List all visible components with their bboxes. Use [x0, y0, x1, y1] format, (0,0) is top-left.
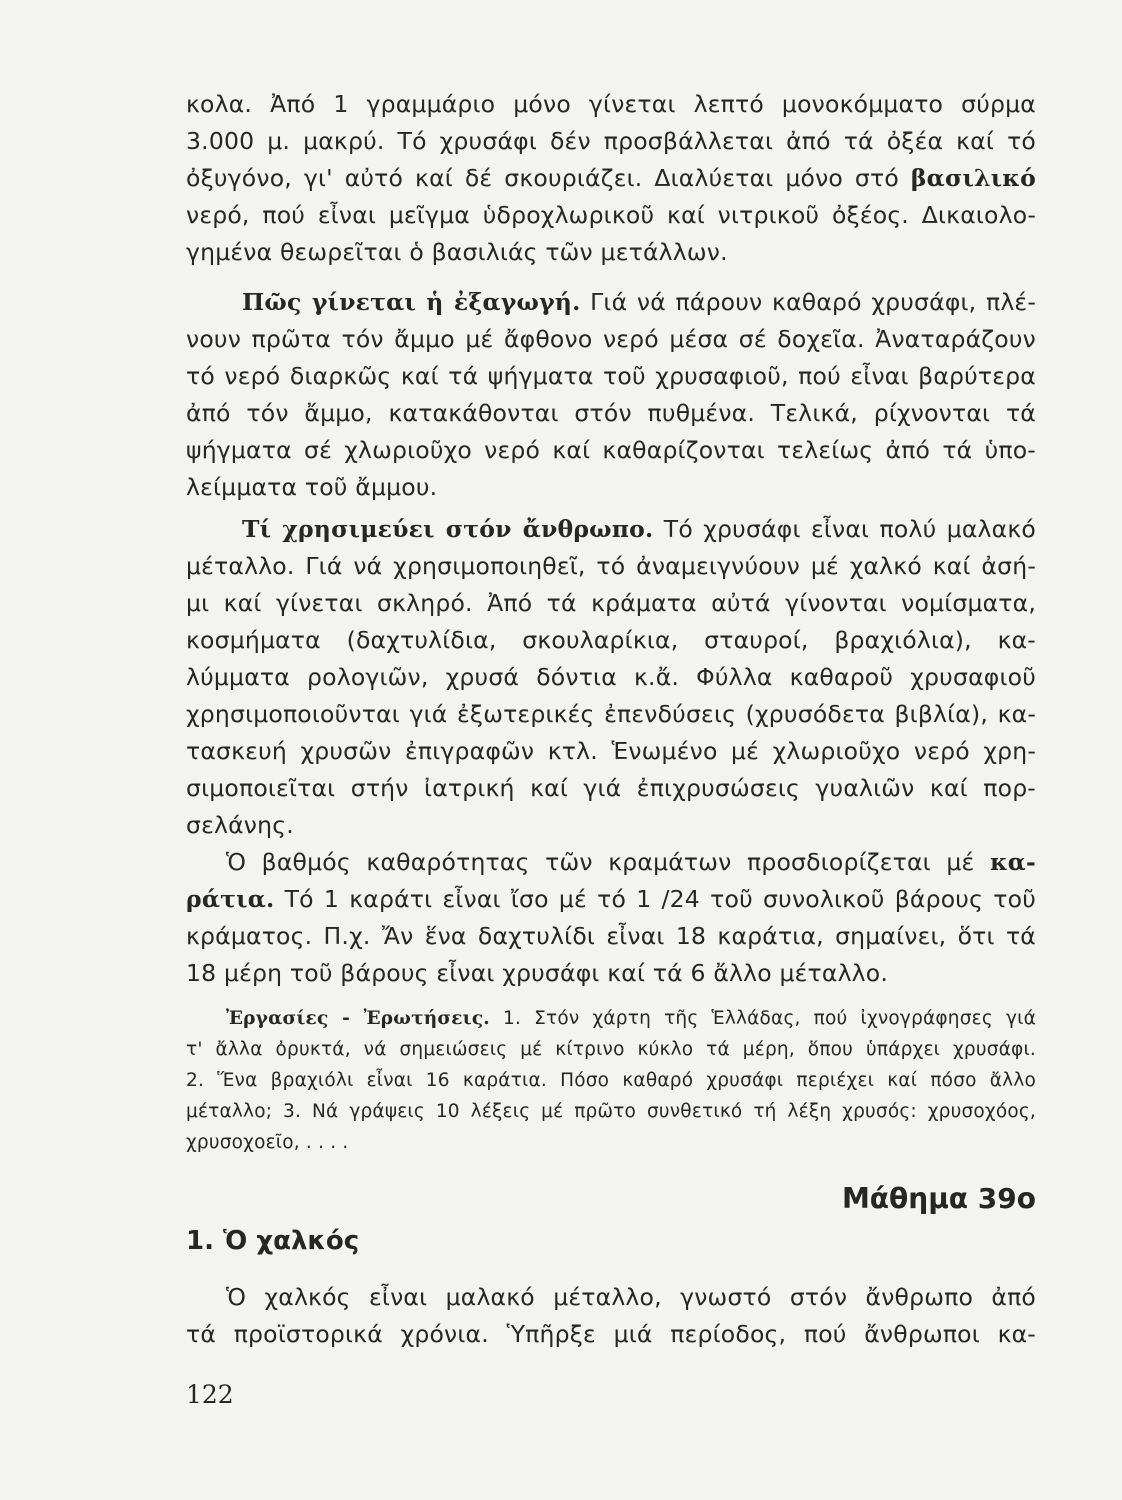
exercises-heading: Ἐργασίες - Ἐρωτήσεις. — [226, 1008, 490, 1029]
text-line: νερό, πού εἶναι μεῖγμα ὑδροχλωρικοῦ καί νιτρικοῦ ὀξέος. Δικαιολο- — [186, 201, 1036, 229]
text-line: 18 μέρη τοῦ βάρους εἶναι χρυσάφι καί τά 6 ἄλλο μέταλλο. — [186, 959, 889, 987]
text-line — [186, 885, 1036, 913]
text-line: ἀπό τόν ἄμμο, κατακάθονται στόν πυθμένα. Τελικά, ρίχνονται τά — [186, 399, 1036, 427]
text-line: γημένα θεωρεῖται ὁ βασιλιάς τῶν μετάλλων. — [186, 238, 728, 266]
text-span: Τό 1 καράτι εἶναι ἴσο μέ τό 1 /24 τοῦ συνολικοῦ βάρους τοῦ — [284, 885, 1036, 913]
text-line: ψήγματα σέ χλωριοῦχο νερό καί καθαρίζονται τελείως ἀπό τά ὑπο- — [186, 436, 1036, 464]
text-line: χρυσοχοεῖο, . . . . — [186, 1132, 349, 1153]
text-line — [242, 288, 1036, 316]
text-line: λύμματα ρολογιῶν, χρυσά δόντια κ.ἄ. Φύλλα καθαροῦ χρυσαφιοῦ — [186, 663, 1036, 691]
text-line — [226, 848, 1036, 876]
text-line: τ' ἄλλα ὀρυκτά, νά σημειώσεις μέ κίτρινο κύκλο τά μέρη, ὅπου ὑπάρχει χρυσάφι. — [186, 1039, 1036, 1060]
text-line: σιμοποιεῖται στήν ἰατρική καί γιά ἐπιχρυσώσεις γυαλιῶν καί πορ- — [186, 774, 1036, 802]
text-line: 3.000 μ. μακρύ. Τό χρυσάφι δέν προσβάλλεται ἀπό τά ὀξέα καί τό — [186, 127, 1036, 155]
text-line: κολα. Ἀπό 1 γραμμάριο μόνο γίνεται λεπτό μονοκόμματο σύρμα — [186, 90, 1036, 118]
text-line: τά προϊστορικά χρόνια. Ὑπῆρξε μιά περίοδος, πού ἄνθρωποι κα- — [186, 1320, 1036, 1348]
text-line: 2. Ἕνα βραχιόλι εἶναι 16 καράτια. Πόσο καθαρό χρυσάφι περιέχει καί πόσο ἄλλο — [186, 1070, 1036, 1091]
text-line: μέταλλο; 3. Νά γράψεις 10 λέξεις μέ πρῶτο συνθετικό τή λέξη χρυσός: χρυσοχόος, — [186, 1101, 1036, 1122]
section-title: 1. Ὁ χαλκός — [186, 1226, 360, 1256]
text-line: τό νερό διαρκῶς καί τά ψήγματα τοῦ χρυσαφιοῦ, πού εἶναι βαρύτερα — [186, 362, 1036, 390]
text-line: μι καί γίνεται σκληρό. Ἀπό τά κράματα αὐτά γίνονται νομίσματα, — [186, 589, 1036, 617]
text-line — [242, 515, 1036, 543]
lesson-number-heading: Μάθημα 39ο — [841, 1182, 1036, 1215]
bold-term: ράτια. — [186, 885, 275, 913]
text-span: Ὁ βαθμός καθαρότητας τῶν κραμάτων προσδιορίζεται μέ — [226, 848, 975, 876]
section-heading: Πῶς γίνεται ἡ ἐξαγωγή. — [242, 288, 581, 316]
section-heading: Τί χρησιμεύει στόν ἄνθρωπο. — [242, 515, 654, 543]
text-line — [226, 1008, 1036, 1029]
text-line — [186, 164, 1036, 192]
text-line: λείμματα τοῦ ἄμμου. — [186, 473, 438, 501]
text-span: Γιά νά πάρουν καθαρό χρυσάφι, πλέ- — [590, 288, 1037, 316]
bold-term: κα- — [989, 848, 1036, 876]
text-line: κράματος. Π.χ. Ἄν ἕνα δαχτυλίδι εἶναι 18 καράτια, σημαίνει, ὅτι τά — [186, 922, 1036, 950]
text-line: τασκευή χρυσῶν ἐπιγραφῶν κτλ. Ἑνωμένο μέ χλωριοῦχο νερό χρη- — [186, 737, 1036, 765]
page-number: 122 — [186, 1380, 234, 1409]
text-span: ὀξυγόνο, γι' αὐτό καί δέ σκουριάζει. Διαλύεται μόνο στό — [186, 164, 899, 192]
bold-term: βασιλικό — [910, 164, 1036, 192]
text-span: Τό χρυσάφι εἶναι πολύ μαλακό — [663, 515, 1036, 543]
text-line: κοσμήματα (δαχτυλίδια, σκουλαρίκια, σταυροί, βραχιόλια), κα- — [186, 626, 1036, 654]
text-line: χρησιμοποιοῦνται γιά ἐξωτερικές ἐπενδύσεις (χρυσόδετα βιβλία), κα- — [186, 700, 1036, 728]
text-line: νουν πρῶτα τόν ἄμμο μέ ἄφθονο νερό μέσα σέ δοχεῖα. Ἀναταράζουν — [186, 325, 1036, 353]
text-line: Ὁ χαλκός εἶναι μαλακό μέταλλο, γνωστό στόν ἄνθρωπο ἀπό — [226, 1283, 1036, 1311]
text-line: σελάνης. — [186, 811, 294, 839]
text-span: 1. Στόν χάρτη τῆς Ἑλλάδας, πού ἰχνογράφησες γιά — [503, 1008, 1037, 1029]
text-line: μέταλλο. Γιά νά χρησιμοποιηθεῖ, τό ἀναμειγνύουν μέ χαλκό καί ἀσή- — [186, 552, 1036, 580]
